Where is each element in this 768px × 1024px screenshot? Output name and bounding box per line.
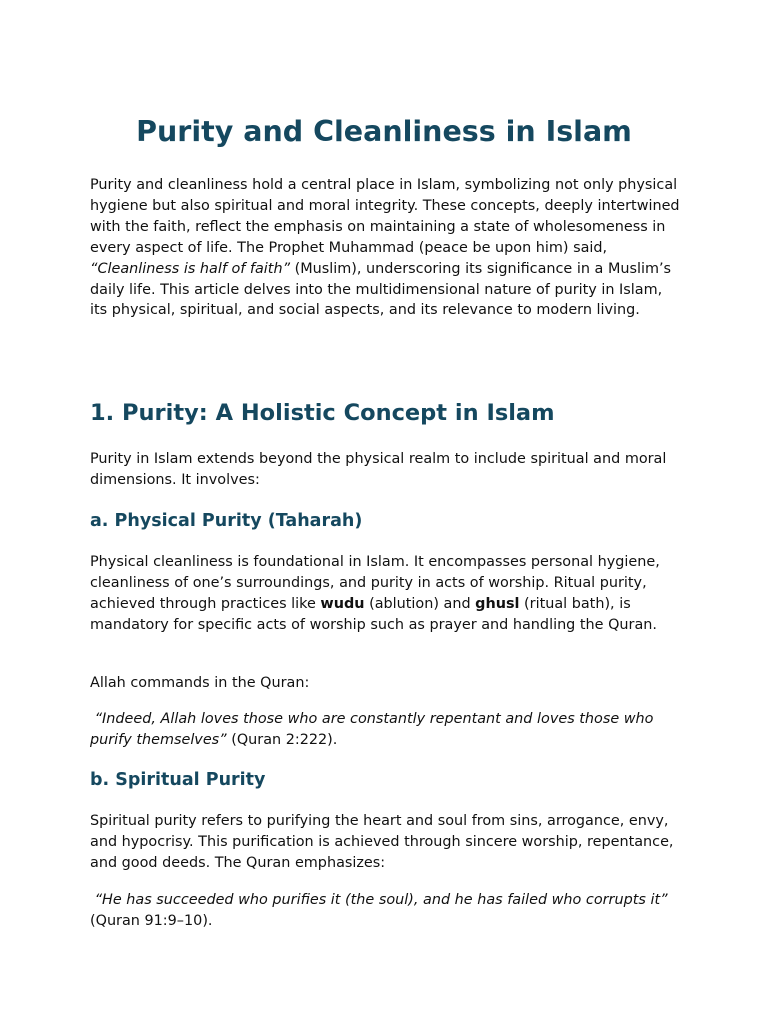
quote-text: “He has succeeded who purifies it (the soul), and he has failed who corrupts it” [90,892,668,908]
subsection-a-heading: a. Physical Purity (Taharah) [90,511,363,531]
term-wudu: wudu [320,595,365,612]
intro-text-end: (Muslim), underscoring its significance in a Muslim’s daily life. This article delves into the multidimensional nature of purity in Islam, its physical, spiritual, and social aspects, and its relevance to modern living. [90,260,672,319]
subsection-a-paragraph [90,552,680,636]
intro-text-start: Purity and cleanliness hold a central place in Islam, symbolizing not only physical hygiene but also spiritual and moral integrity. These concepts, deeply intertwined with the faith, reflect the emphasis on maintaining a state of wholesomeness in every aspect of life. The Prophet Muhammad (peace be upon him) said, [90,177,680,256]
section-1-intro: Purity in Islam extends beyond the physical realm to include spiritual and moral dimensions. It involves: [90,451,667,488]
subsection-b-paragraph: Spiritual purity refers to purifying the heart and soul from sins, arrogance, envy, and hypocrisy. This purification is achieved through sincere worship, repentance, and good deeds. The Quran emphasizes: [90,813,674,871]
subsection-a-lead-in: Allah commands in the Quran: [90,675,310,691]
quote-reference: (Quran 2:222). [226,731,338,748]
quran-quote-91-9 [90,890,680,932]
section-1-heading: 1. Purity: A Holistic Concept in Islam [90,400,555,426]
intro-paragraph [90,175,680,321]
subsection-a-text-3: (ritual bath), is mandatory for specific acts of worship such as prayer and handling the Quran. [90,595,657,633]
term-ghusl: ghusl [475,595,520,612]
subsection-a-text-1: Physical cleanliness is foundational in Islam. It encompasses personal hygiene, cleanliness of one’s surroundings, and purity in acts of worship. Ritual purity, achieved through practices like [90,554,660,612]
quran-quote-2-222 [90,709,680,751]
page-title: Purity and Cleanliness in Islam [136,115,632,148]
intro-quote: “Cleanliness is half of faith” [90,260,291,277]
quote-text: “Indeed, Allah loves those who are constantly repentant and loves those who purify themselves” [90,711,654,748]
quote-reference: (Quran 91:9–10). [90,912,213,929]
subsection-a-text-2: (ablution) and [364,595,476,612]
subsection-b-heading: b. Spiritual Purity [90,770,266,790]
